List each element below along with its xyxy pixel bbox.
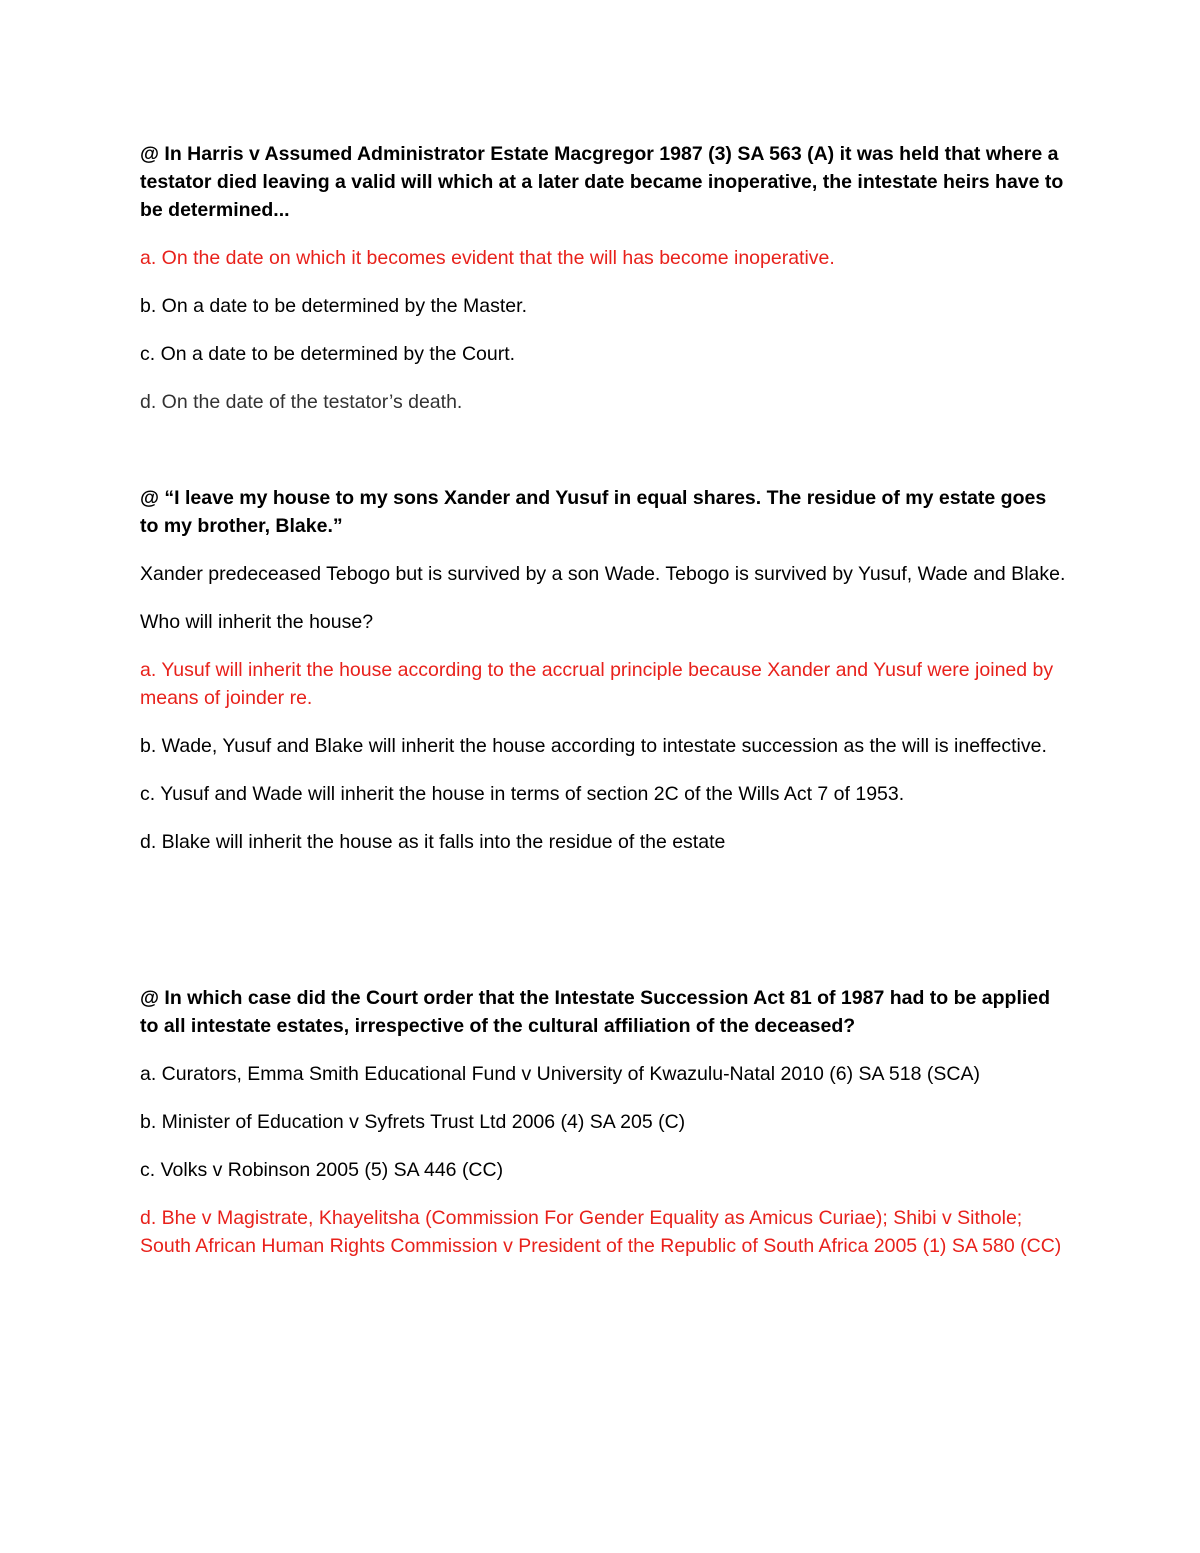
question-1-option-b: b. On a date to be determined by the Master. [140,295,527,317]
question-1-option-a: a. On the date on which it becomes evident that the will has become inoperative. [140,247,835,269]
question-3-option-b: b. Minister of Education v Syfrets Trust Ltd 2006 (4) SA 205 (C) [140,1111,686,1133]
question-3 [140,984,1070,1280]
question-1-stem: @ In Harris v Assumed Administrator Estate Macgregor 1987 (3) SA 563 (A) it was held that where a testator died leaving a valid will which at a later date became inoperative, the intestate heirs have to be determined... [140,143,1064,221]
question-3-option-c: c. Volks v Robinson 2005 (5) SA 446 (CC) [140,1159,504,1181]
question-2-option-b: b. Wade, Yusuf and Blake will inherit the house according to intestate succession as the will is ineffective. [140,735,1047,757]
question-3-stem: @ In which case did the Court order that the Intestate Succession Act 81 of 1987 had to be applied to all intestate estates, irrespective of the cultural affiliation of the deceased? [140,987,1051,1037]
question-2-option-d: d. Blake will inherit the house as it falls into the residue of the estate [140,831,726,853]
question-1-option-d: d. On the date of the testator’s death. [140,391,463,413]
question-2-prompt: Who will inherit the house? [140,611,374,633]
question-3-option-d: d. Bhe v Magistrate, Khayelitsha (Commission For Gender Equality as Amicus Curiae); Shibi v Sithole; South African Human Rights Commission v President of the Republic of South Africa 2005 (1) SA 580 (CC) [140,1207,1062,1257]
question-2-option-a: a. Yusuf will inherit the house according to the accrual principle because Xander and Yusuf were joined by means of joinder re. [140,659,1054,709]
question-1-option-c: c. On a date to be determined by the Court. [140,343,516,365]
question-2-option-c: c. Yusuf and Wade will inherit the house in terms of section 2C of the Wills Act 7 of 1953. [140,783,905,805]
question-2-scenario: Xander predeceased Tebogo but is survived by a son Wade. Tebogo is survived by Yusuf, Wade and Blake. [140,563,1066,585]
question-2-stem: @ “I leave my house to my sons Xander and Yusuf in equal shares. The residue of my estate goes to my brother, Blake.” [140,487,1047,537]
question-1 [140,140,1070,436]
question-2 [140,484,1070,876]
question-3-option-a: a. Curators, Emma Smith Educational Fund v University of Kwazulu-Natal 2010 (6) SA 518 (SCA) [140,1063,980,1085]
